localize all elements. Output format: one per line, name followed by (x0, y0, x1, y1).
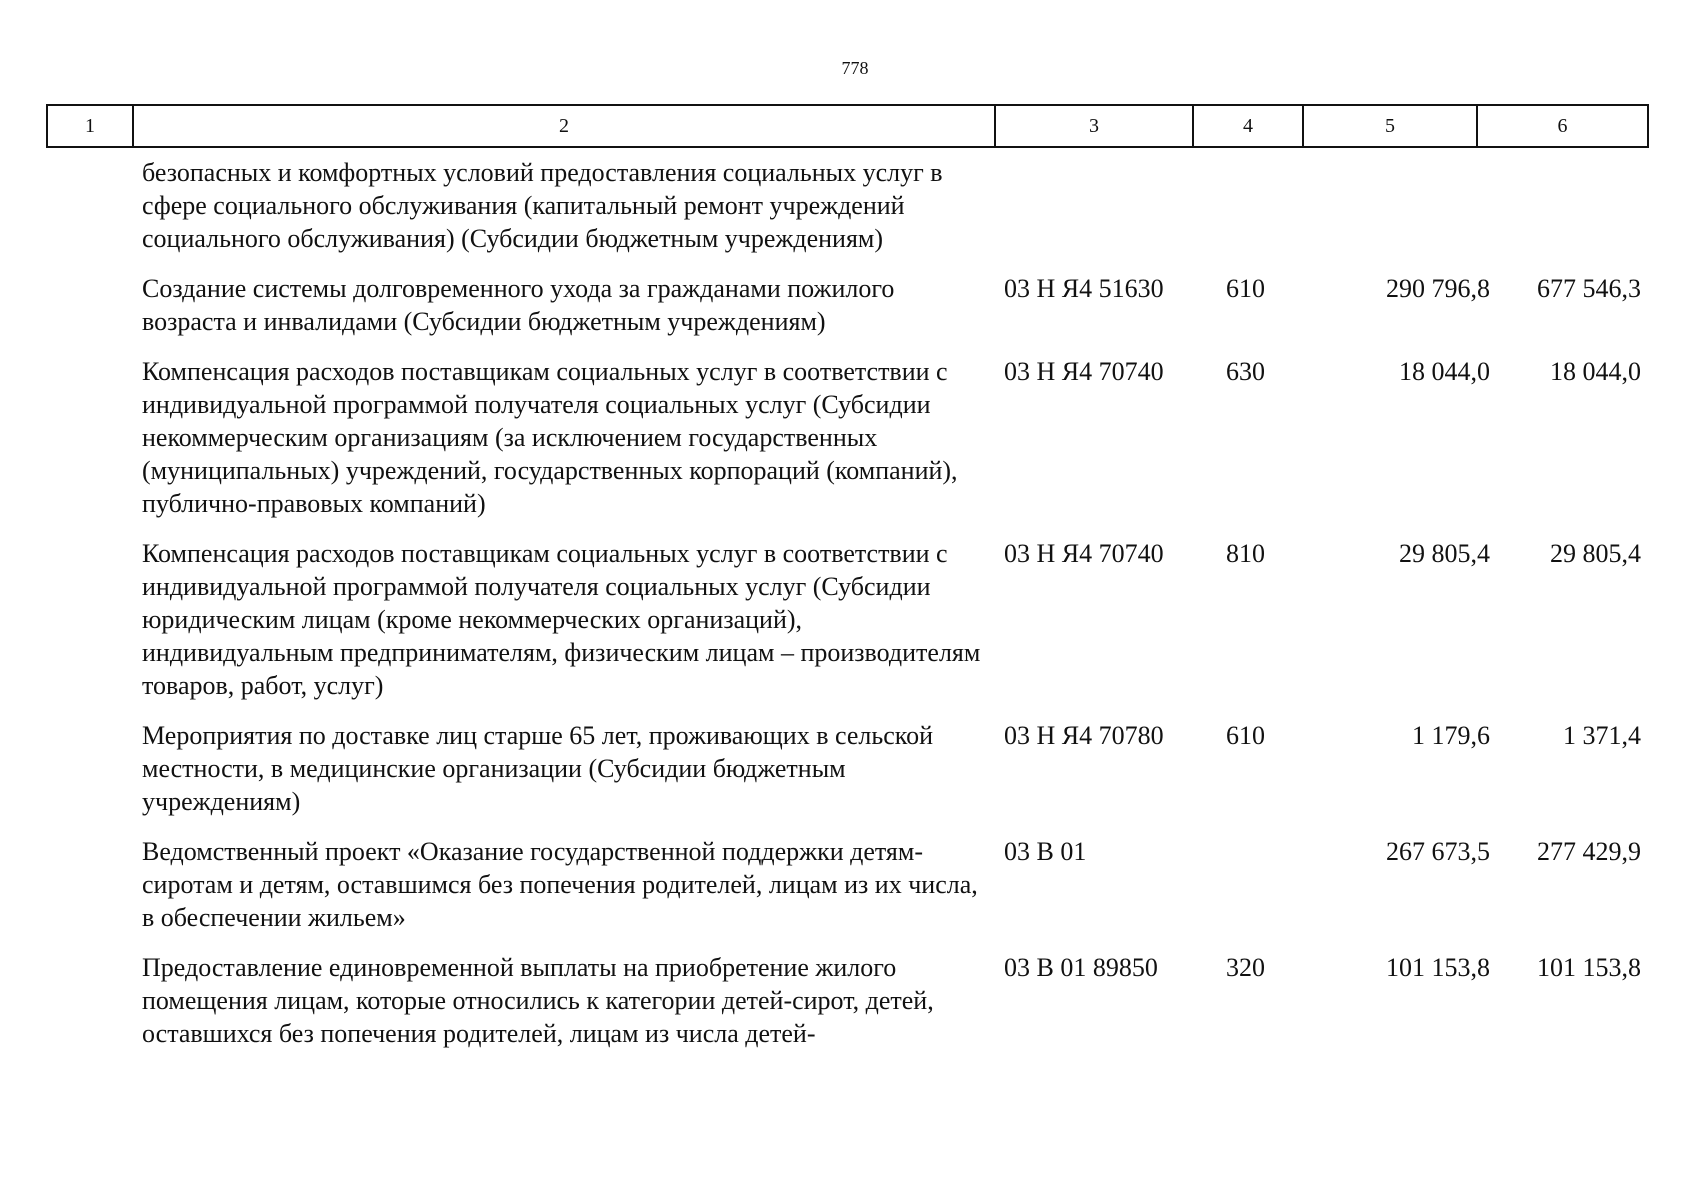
row-value1-cell: 1 179,6 (1412, 721, 1490, 750)
row-value1-cell: 290 796,8 (1386, 274, 1490, 303)
row-name-cell: Мероприятия по доставке лиц старше 65 лет, проживающих в сельской местности, в медицинские организации (Субсидии бюджетным учреждениям) (142, 721, 933, 816)
row-number-cell (48, 537, 134, 719)
row-value1-cell: 29 805,4 (1399, 539, 1490, 568)
row-number-cell (48, 835, 134, 951)
page-number: 778 (841, 58, 869, 78)
row-number-cell (48, 951, 134, 1067)
row-value1-cell: 18 044,0 (1399, 357, 1490, 386)
row-name-cell: Компенсация расходов поставщикам социальных услуг в соответствии с индивидуальной программой получателя социальных услуг (Субсидии юридическим лицам (кроме некоммерческих организаций), индивидуальным предпринимателям, физическим лицам – производителям товаров, работ, услуг) (142, 539, 981, 700)
row-type-cell: 610 (1226, 274, 1265, 303)
row-value2-cell: 1 371,4 (1563, 721, 1641, 750)
budget-table (48, 156, 1649, 1067)
row-value2-cell: 277 429,9 (1537, 837, 1641, 866)
row-type-cell: 610 (1226, 721, 1265, 750)
table-row (48, 272, 1649, 355)
row-type-cell (1192, 156, 1326, 272)
column-header-2: 2 (133, 105, 995, 147)
budget-table-body (48, 156, 1649, 1067)
row-value2-cell: 29 805,4 (1550, 539, 1641, 568)
row-number-cell (48, 156, 134, 272)
row-type-cell: 320 (1226, 953, 1265, 982)
row-value2-cell: 18 044,0 (1550, 357, 1641, 386)
table-row (48, 835, 1649, 951)
row-code-cell: 03 В 01 (1004, 837, 1087, 866)
row-code-cell: 03 В 01 89850 (1004, 953, 1158, 982)
table-row (48, 355, 1649, 537)
row-name-cell: Создание системы долговременного ухода за гражданами пожилого возраста и инвалидами (Субсидии бюджетным учреждениям) (142, 274, 895, 336)
row-value1-cell: 267 673,5 (1386, 837, 1490, 866)
row-code-cell: 03 Н Я4 70740 (1004, 539, 1164, 568)
column-header-table (46, 104, 1649, 148)
row-type-cell: 810 (1226, 539, 1265, 568)
row-number-cell (48, 272, 134, 355)
table-row (48, 719, 1649, 835)
row-value1-cell (1326, 156, 1498, 272)
row-type-cell: 630 (1226, 357, 1265, 386)
row-type-cell (1192, 835, 1326, 951)
row-value2-cell (1498, 156, 1649, 272)
column-header-row (47, 105, 1648, 147)
row-number-cell (48, 355, 134, 537)
row-name-cell: Предоставление единовременной выплаты на приобретение жилого помещения лицам, которые относились к категории детей-сирот, детей, оставшихся без попечения родителей, лицам из числа детей- (142, 953, 934, 1048)
row-code-cell: 03 Н Я4 70740 (1004, 357, 1164, 386)
column-header-5: 5 (1303, 105, 1477, 147)
column-header-3: 3 (995, 105, 1193, 147)
row-name-cell: Компенсация расходов поставщикам социальных услуг в соответствии с индивидуальной программой получателя социальных услуг (Субсидии некоммерческим организациям (за исключением государственных (муниципальных) учреждений, государственных корпораций (компаний), публично-правовых компаний) (142, 357, 958, 518)
row-code-cell: 03 Н Я4 51630 (1004, 274, 1164, 303)
column-header-6: 6 (1477, 105, 1648, 147)
row-code-cell (996, 156, 1192, 272)
row-number-cell (48, 719, 134, 835)
column-header-4: 4 (1193, 105, 1303, 147)
row-name-cell: безопасных и комфортных условий предоставления социальных услуг в сфере социального обслуживания (капитальный ремонт учреждений социального обслуживания) (Субсидии бюджетным учреждениям) (142, 158, 943, 253)
table-row (48, 156, 1649, 272)
row-value2-cell: 677 546,3 (1537, 274, 1641, 303)
row-code-cell: 03 Н Я4 70780 (1004, 721, 1164, 750)
column-header-1: 1 (47, 105, 133, 147)
table-row (48, 537, 1649, 719)
row-value1-cell: 101 153,8 (1386, 953, 1490, 982)
row-name-cell: Ведомственный проект «Оказание государственной поддержки детям-сиротам и детям, оставшимся без попечения родителей, лицам из их числа, в обеспечении жильем» (142, 837, 978, 932)
row-value2-cell: 101 153,8 (1537, 953, 1641, 982)
table-row (48, 951, 1649, 1067)
